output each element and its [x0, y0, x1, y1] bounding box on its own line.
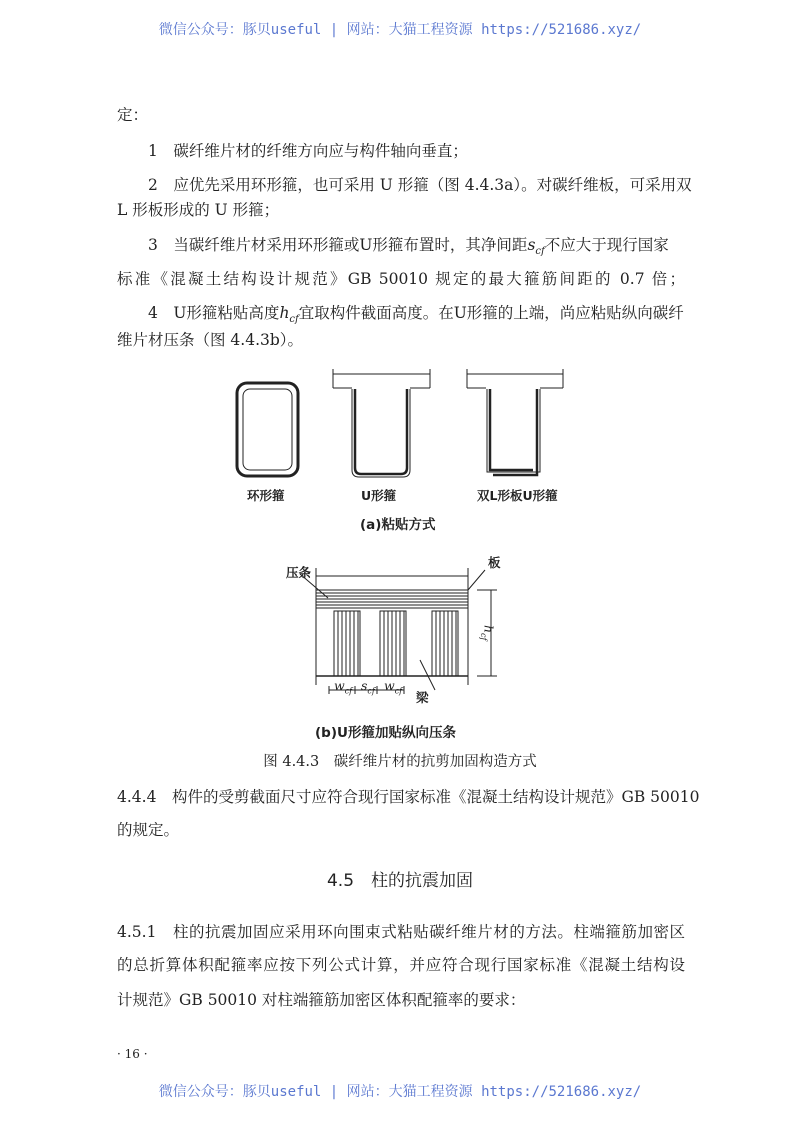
watermark-header: 微信公众号：豚贝useful | 网站：大猫工程资源 https://521686.xyz/ [158, 22, 642, 38]
figure-caption: 图 4.4.3 碳纤维片材的抗剪加固构造方式 [263, 754, 537, 770]
dim-scf: $s_{cf}$ [361, 678, 375, 696]
list-item-4-cont: 维片材压条（图 4.4.3b）。 [117, 331, 304, 349]
list-item-1: 1 碳纤维片材的纤维方向应与构件轴向垂直； [148, 142, 468, 160]
clause-4-5-1-cont: 的总折算体积配箍率应按下列公式计算，并应符合现行国家标准《混凝土结构设 [117, 956, 685, 974]
caption-a: (a)粘贴方式 [360, 517, 436, 533]
dim-wcf-2: $w_{cf}$ [384, 678, 403, 696]
ring-hoop-diagram [237, 383, 298, 476]
text: 3 当碳纤维片材采用环形箍或U形箍布置时，其净间距 [148, 236, 528, 254]
double-l-plate-diagram [467, 369, 563, 475]
label-ring-hoop: 环形箍 [247, 488, 285, 503]
list-item-2: 2 应优先采用环形箍，也可采用 U 形箍（图 4.4.3a）。对碳纤维板，可采用双 [148, 176, 692, 194]
label-beam: 梁 [416, 690, 429, 705]
watermark-footer: 微信公众号：豚贝useful | 网站：大猫工程资源 https://521686.xyz/ [158, 1084, 642, 1100]
label-slab: 板 [488, 555, 501, 570]
dim-wcf-1: $w_{cf}$ [334, 678, 353, 696]
section-heading: 4.5 柱的抗震加固 [326, 871, 474, 891]
list-item-3-cont: 标准《混凝土结构设计规范》GB 50010 规定的最大箍筋间距的 0.7 倍； [117, 270, 685, 288]
label-strip: 压条 [286, 565, 312, 580]
clause-4-5-1: 4.5.1 柱的抗震加固应采用环向围束式粘贴碳纤维片材的方法。柱端箍筋加密区 [117, 923, 685, 941]
u-hoop-with-strip-diagram [300, 568, 497, 694]
text: 宜取构件截面高度。在U形箍的上端，尚应粘贴纵向碳纤 [298, 304, 684, 322]
caption-b: (b)U形箍加贴纵向压条 [315, 725, 456, 741]
label-double-l: 双L形板U形箍 [477, 488, 558, 503]
clause-4-4-4: 4.4.4 构件的受剪截面尺寸应符合现行国家标准《混凝土结构设计规范》GB 50010 [117, 788, 700, 806]
text: 4 U形箍粘贴高度 [148, 304, 280, 322]
text-line: 定： [117, 106, 149, 124]
symbol-scf: $s_{cf}$ [527, 236, 545, 258]
text: 不应大于现行国家 [544, 236, 669, 254]
page-number: · 16 · [117, 1047, 148, 1061]
dim-hcf: $h_{cf}$ [479, 624, 497, 641]
list-item-2-cont: L 形板形成的 U 形箍； [117, 201, 280, 219]
u-hoop-diagram [333, 369, 430, 477]
clause-4-5-1-cont: 计规范》GB 50010 对柱端箍筋加密区体积配箍率的要求： [117, 991, 526, 1009]
clause-4-4-4-cont: 的规定。 [117, 821, 180, 839]
label-u-hoop: U形箍 [361, 488, 397, 503]
symbol-hcf: $h_{cf}$ [279, 304, 299, 326]
